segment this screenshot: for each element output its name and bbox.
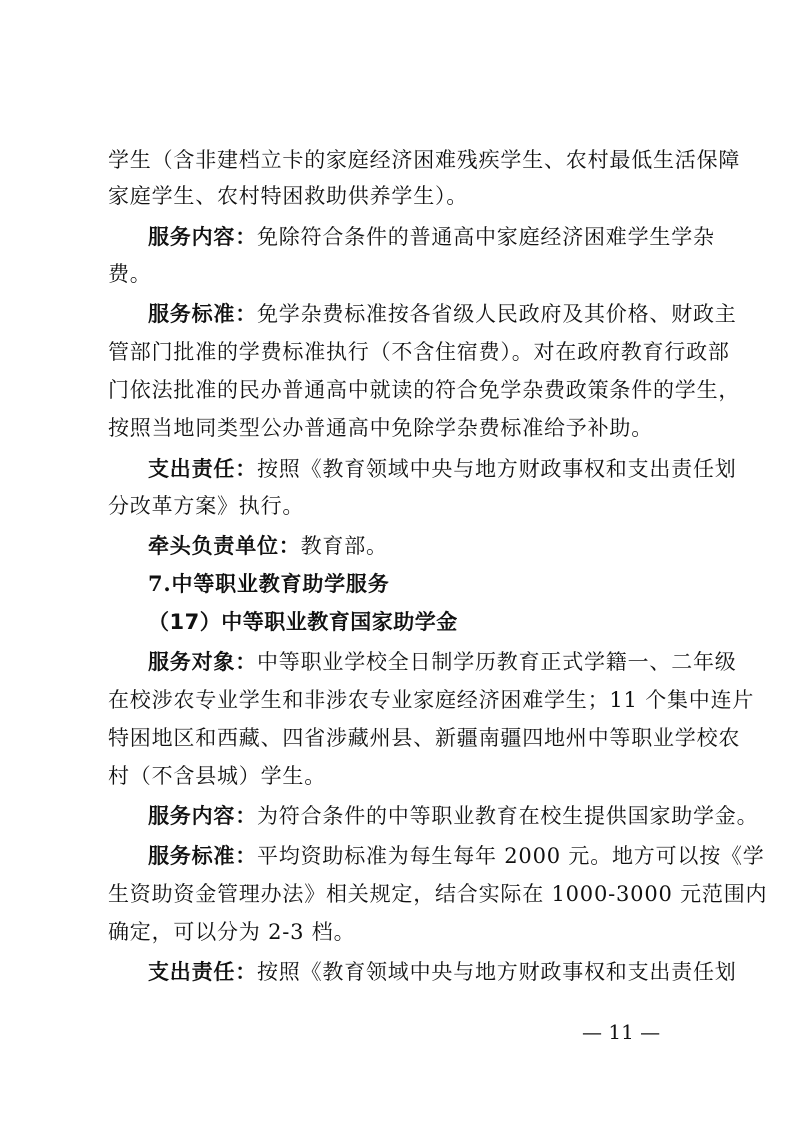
paragraph-line-10: 分改革方案》执行。 (108, 494, 305, 518)
service-target-paragraph (148, 648, 737, 676)
expense-responsibility-text: 按照《教育领域中央与地方财政事权和支出责任划 (257, 457, 737, 481)
page-number: — 11 — (582, 1020, 661, 1044)
service-standard-text: 免学杂费标准按各省级人民政府及其价格、财政主 (257, 302, 737, 326)
paragraph-line-6: 管部门批准的学费标准执行（不含住宿费）。对在政府教育行政部 (108, 340, 730, 364)
service-content-paragraph-2 (148, 802, 758, 830)
paragraph-line-17: 村（不含县城）学生。 (108, 764, 326, 788)
service-content-label: 服务内容： (148, 224, 257, 249)
service-standard-paragraph-2 (148, 842, 765, 870)
expense-responsibility-paragraph-1 (148, 455, 737, 483)
expense-responsibility-label: 支出责任： (148, 456, 257, 481)
lead-unit-text: 教育部。 (300, 534, 388, 558)
paragraph-line-8: 按照当地同类型公办普通高中免除学杂费标准给予补助。 (108, 416, 653, 440)
expense-responsibility-paragraph-2 (148, 958, 737, 986)
service-content-label-2: 服务内容： (148, 803, 257, 828)
paragraph-line-16: 特困地区和西藏、四省涉藏州县、新疆南疆四地州中等职业学校农 (108, 726, 741, 750)
subsection-heading: （17）中等职业教育国家助学金 (148, 610, 458, 634)
expense-responsibility-label-2: 支出责任： (148, 959, 257, 984)
paragraph-line-2: 家庭学生、农村特困救助供养学生）。 (108, 184, 469, 208)
service-standard-label-2: 服务标准： (148, 843, 257, 868)
service-content-paragraph-1 (148, 223, 715, 251)
paragraph-line-7: 门依法批准的民办普通高中就读的符合免学杂费政策条件的学生， (108, 378, 741, 402)
paragraph-line-1: 学生（含非建档立卡的家庭经济困难残疾学生、农村最低生活保障 (108, 148, 741, 172)
lead-unit-label: 牵头负责单位： (148, 533, 301, 558)
paragraph-line-15: 在校涉农专业学生和非涉农专业家庭经济困难学生；11 个集中连片 (108, 688, 755, 712)
service-content-text: 免除符合条件的普通高中家庭经济困难学生学杂 (257, 225, 715, 249)
service-standard-text-2: 平均资助标准为每生每年 2000 元。地方可以按《学 (257, 844, 765, 868)
paragraph-line-4: 费。 (108, 262, 152, 286)
lead-unit-paragraph (148, 532, 388, 560)
expense-responsibility-text-2: 按照《教育领域中央与地方财政事权和支出责任划 (257, 960, 737, 984)
paragraph-line-21: 确定，可以分为 2-3 档。 (108, 920, 356, 944)
paragraph-line-20: 生资助资金管理办法》相关规定，结合实际在 1000-3000 元范围内 (108, 882, 768, 906)
service-target-label: 服务对象： (148, 649, 257, 674)
service-target-text: 中等职业学校全日制学历教育正式学籍一、二年级 (257, 650, 737, 674)
service-standard-label: 服务标准： (148, 301, 257, 326)
service-standard-paragraph-1 (148, 300, 737, 328)
section-heading: 7.中等职业教育助学服务 (148, 571, 390, 596)
service-content-text-2: 为符合条件的中等职业教育在校生提供国家助学金。 (257, 804, 759, 828)
